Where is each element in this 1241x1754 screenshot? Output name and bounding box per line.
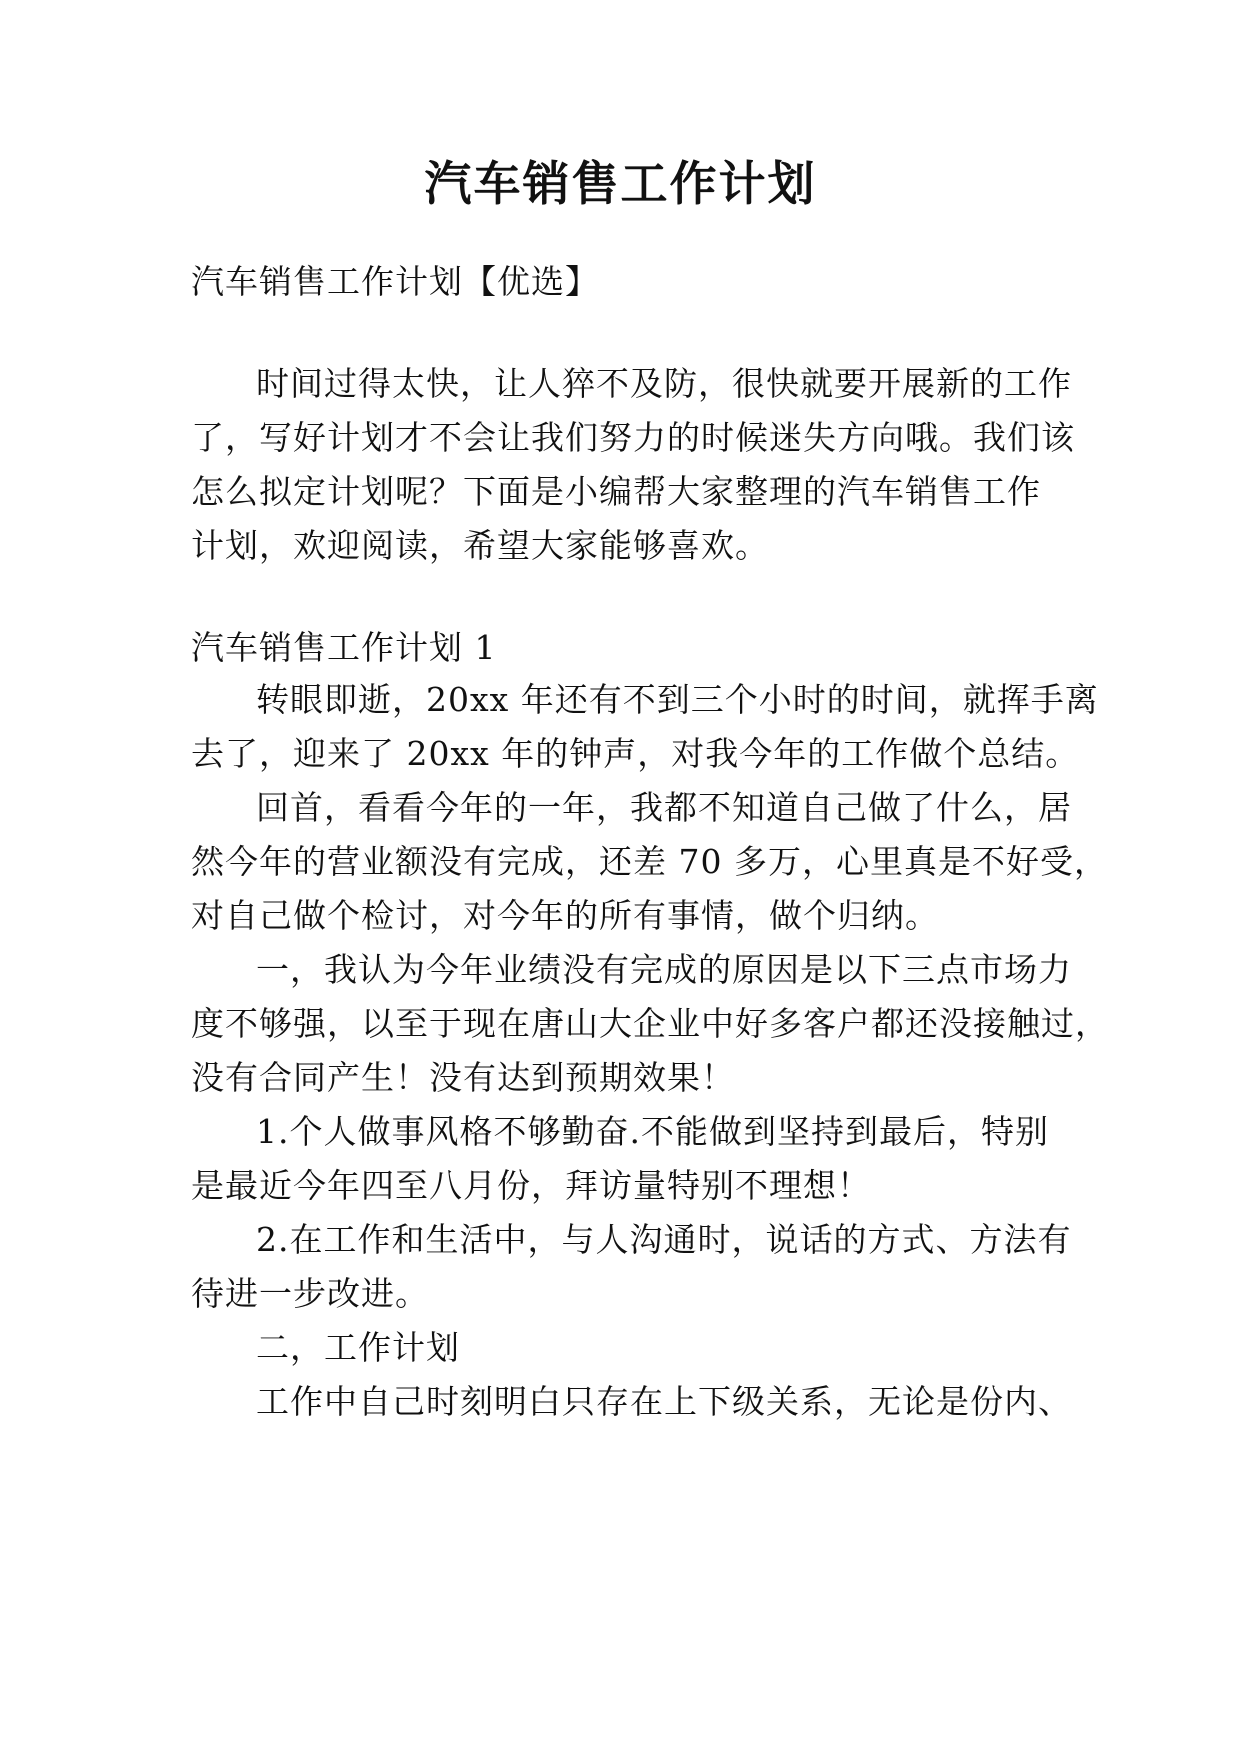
body-line-12: 待进一步改进。 <box>191 1274 429 1313</box>
body-line-8: 没有合同产生！没有达到预期效果！ <box>191 1058 735 1097</box>
body-line-3: 回首，看看今年的一年，我都不知道自己做了什么，居 <box>256 788 1072 827</box>
intro-line-3: 怎么拟定计划呢？下面是小编帮大家整理的汽车销售工作 <box>191 472 1041 511</box>
body-line-7: 度不够强，以至于现在唐山大企业中好多客户都还没接触过， <box>191 1004 1109 1043</box>
document-title: 汽车销售工作计划 <box>424 157 817 212</box>
intro-line-4: 计划，欢迎阅读，希望大家能够喜欢。 <box>191 526 769 565</box>
body-line-10: 是最近今年四至八月份，拜访量特别不理想！ <box>191 1166 871 1205</box>
body-line-13: 二，工作计划 <box>256 1328 460 1367</box>
body-line-14: 工作中自己时刻明白只存在上下级关系，无论是份内、 <box>256 1382 1072 1421</box>
intro-line-2: 了，写好计划才不会让我们努力的时候迷失方向哦。我们该 <box>191 418 1075 457</box>
body-line-9: 1.个人做事风格不够勤奋.不能做到坚持到最后，特别 <box>256 1112 1049 1151</box>
body-line-6: 一，我认为今年业绩没有完成的原因是以下三点市场力 <box>256 950 1072 989</box>
body-line-2: 去了，迎来了 20xx 年的钟声，对我今年的工作做个总结。 <box>191 734 1080 773</box>
body-line-11: 2.在工作和生活中，与人沟通时，说话的方式、方法有 <box>256 1220 1072 1259</box>
subtitle: 汽车销售工作计划【优选】 <box>191 262 599 301</box>
body-line-1: 转眼即逝，20xx 年还有不到三个小时的时间，就挥手离 <box>256 680 1099 719</box>
body-line-5: 对自己做个检讨，对今年的所有事情，做个归纳。 <box>191 896 939 935</box>
intro-line-1: 时间过得太快，让人猝不及防，很快就要开展新的工作 <box>256 364 1072 403</box>
body-line-4: 然今年的营业额没有完成，还差 70 多万，心里真是不好受， <box>191 842 1108 881</box>
section-heading: 汽车销售工作计划 1 <box>191 628 497 667</box>
